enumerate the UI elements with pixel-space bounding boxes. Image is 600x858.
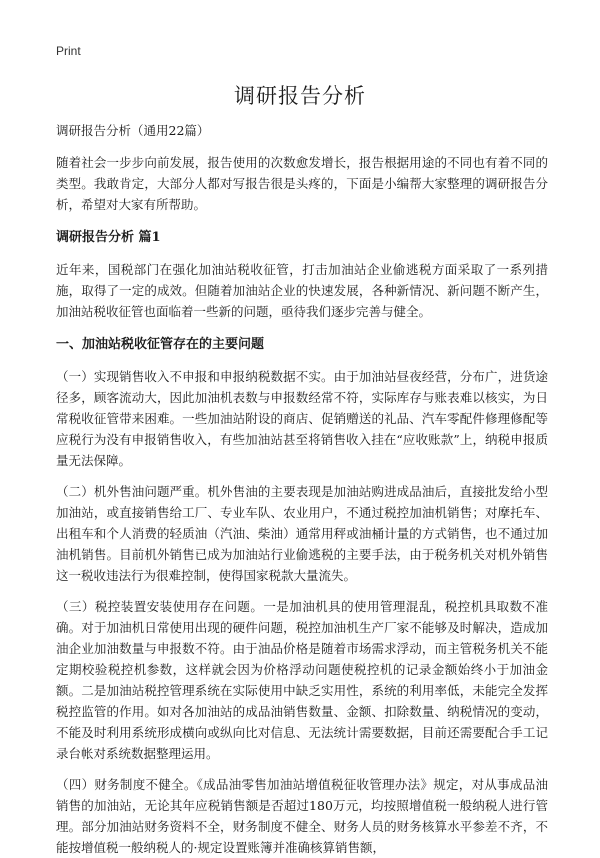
- item-paragraph: （二）机外售油问题严重。机外售油的主要表现是加油站购进成品油后，直接批发给小型加油站，或直接销售给工厂、专业车队、农业用户，不通过税控加油机销售；对摩托车、出租车和个人消费的轻质油（汽油、柴油）通常用秤或油桶计量的方式销售，也不通过加油机销售。目前机外销售已成为加油站行业偷逃税的主要手法，由于税务机关对机外销售这一税收违法行为很难控制，使得国家税款大量流失。: [56, 484, 548, 583]
- intro-paragraph: 随着社会一步步向前发展，报告使用的次数愈发增长，报告根据用途的不同也有着不同的类型。我敢肯定，大部分人都对写报告很是头疼的，下面是小编帮大家整理的调研报告分析，希望对大家有所帮助。: [56, 155, 548, 212]
- article-heading: 调研报告分析 篇1: [56, 230, 161, 245]
- article-paragraph: 近年来，国税部门在强化加油站税收征管，打击加油站企业偷逃税方面采取了一系列措施，取得了一定的成效。但随着加油站企业的快速发展，各种新情况、新问题不断产生，加油站税收征管也面临着一些新的问题，亟待我们逐步完善与健全。: [56, 262, 548, 319]
- page-title: 调研报告分析: [234, 84, 366, 108]
- print-link[interactable]: Print: [56, 44, 81, 58]
- item-paragraph: （三）税控装置安装使用存在问题。一是加油机具的使用管理混乱，税控机具取数不准确。对于加油机日常使用出现的硬件问题，税控加油机生产厂家不能够及时解决，造成加油企业加油数量与申报数不符。由于油品价格是随着市场需求浮动，而主管税务机关不能定期校验税控机参数，这样就会因为价格浮动问题使税控机的记录金额始终小于加油金额。二是加油站税控管理系统在实际使用中缺乏实用性，系统的利用率低，未能完全发挥税控监管的作用。如对各加油站的成品油销售数量、金额、扣除数量、纳税情况的变动，不能及时利用系统形成横向或纵向比对信息、无法统计需要数据，目前还需要配合手工记录台帐对系统数据整理运用。: [56, 599, 548, 761]
- document-subtitle: 调研报告分析（通用22篇）: [56, 123, 210, 138]
- document-body: [56, 122, 548, 855]
- item-paragraph: （四）财务制度不健全。《成品油零售加油站增值税征收管理办法》规定，对从事成品油销售的加油站，无论其年应税销售额是否超过180万元，均按照增值税一般纳税人进行管理。部分加油站财务资料不全，财务制度不健全、财务人员的财务核算水平参差不齐，不能按增值税一般纳税人的·规定设置账簿并准确核算销售额，: [56, 777, 548, 855]
- item-paragraph: （一）实现销售收入不申报和申报纳税数据不实。由于加油站昼夜经营，分布广，进货途径多，顾客流动大，因此加油机表数与申报数经常不符，实际库存与账表难以核实，为日常税收征管带来困难。一些加油站附设的商店、促销赠送的礼品、汽车零配件修理修配等应税行为没有申报销售收入，有些加油站甚至将销售收入挂在“应收账款”上，纳税申报质量无法保障。: [56, 369, 548, 468]
- section-heading: 一、加油站税收征管存在的主要问题: [56, 337, 265, 352]
